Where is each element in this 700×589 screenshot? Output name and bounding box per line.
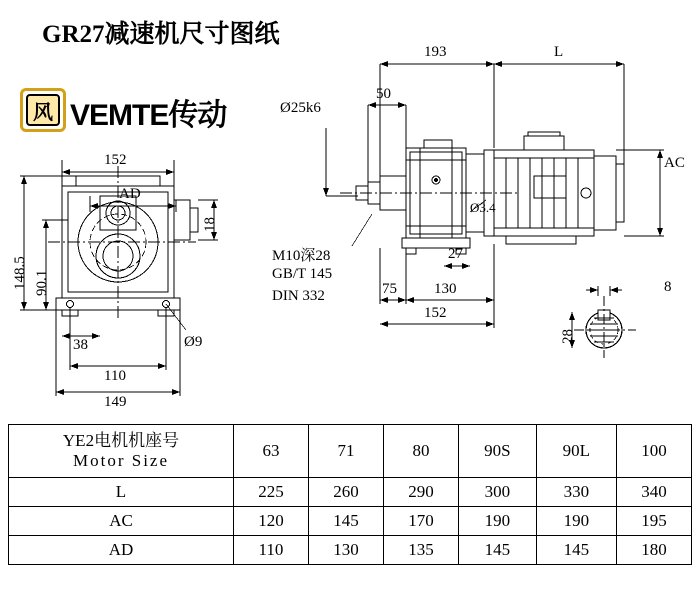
table-col-0: 63 xyxy=(234,425,309,478)
dim-18: 18 xyxy=(202,217,218,232)
table-cell: 145 xyxy=(536,536,616,565)
table-col-4: 90L xyxy=(536,425,616,478)
table-row xyxy=(9,478,692,507)
dim-hole-9: Ø9 xyxy=(184,334,203,350)
table-cell: 190 xyxy=(536,507,616,536)
table-cell: 180 xyxy=(617,536,692,565)
dim-key-8: 8 xyxy=(664,279,672,295)
table-row xyxy=(9,507,692,536)
dim-90-1: 90.1 xyxy=(34,269,50,296)
table-cell: 290 xyxy=(383,478,458,507)
table-cell: 145 xyxy=(458,536,536,565)
dim-152-front: 152 xyxy=(424,305,447,321)
dim-148-5: 148.5 xyxy=(12,256,28,290)
dim-3-4: Ø3.4 xyxy=(470,200,496,215)
table-col-3: 90S xyxy=(458,425,536,478)
table-cell: 135 xyxy=(383,536,458,565)
dim-27: 27 xyxy=(448,246,463,262)
table-row-label-AC: AC xyxy=(9,507,234,536)
spec-table xyxy=(8,424,692,565)
dim-193: 193 xyxy=(424,44,447,60)
dim-110: 110 xyxy=(104,368,126,384)
logo-badge-text: 风 xyxy=(26,94,60,126)
table-cell: 145 xyxy=(308,507,383,536)
table-cell: 170 xyxy=(383,507,458,536)
page-title: GR27减速机尺寸图纸 xyxy=(42,21,280,48)
dim-149: 149 xyxy=(104,394,127,410)
dim-152-side: 152 xyxy=(104,152,127,168)
dim-50: 50 xyxy=(376,86,391,102)
table-row-label-AD: AD xyxy=(9,536,234,565)
table-cell: 120 xyxy=(234,507,309,536)
dim-shaft-diameter: Ø25k6 xyxy=(280,100,321,116)
dim-75: 75 xyxy=(382,281,397,297)
table-header-label xyxy=(9,425,234,478)
table-cell: 300 xyxy=(458,478,536,507)
logo-text: VEMTE传动 xyxy=(70,99,227,132)
table-cell: 225 xyxy=(234,478,309,507)
note-thread-1: M10深28 xyxy=(272,248,331,264)
dim-key-28: 28 xyxy=(560,329,576,344)
table-col-1: 71 xyxy=(308,425,383,478)
dim-AC: AC xyxy=(664,155,685,171)
dim-AD: AD xyxy=(119,186,141,202)
dim-L: L xyxy=(554,44,564,60)
table-cell: 130 xyxy=(308,536,383,565)
table-row-label-L: L xyxy=(9,478,234,507)
note-thread-3: DIN 332 xyxy=(272,288,325,304)
table-cell: 195 xyxy=(617,507,692,536)
dim-38: 38 xyxy=(73,337,88,353)
table-cell: 110 xyxy=(234,536,309,565)
table-row xyxy=(9,536,692,565)
table-header-label-en: Motor Size xyxy=(72,451,170,470)
table-col-2: 80 xyxy=(383,425,458,478)
table-col-5: 100 xyxy=(617,425,692,478)
table-header-label-cn: YE2电机机座号 xyxy=(62,431,180,451)
table-cell: 190 xyxy=(458,507,536,536)
table-cell: 260 xyxy=(308,478,383,507)
table-cell: 340 xyxy=(617,478,692,507)
note-thread-2: GB/T 145 xyxy=(272,266,333,282)
table-header-row xyxy=(9,425,692,478)
dim-130: 130 xyxy=(434,281,457,297)
table-cell: 330 xyxy=(536,478,616,507)
